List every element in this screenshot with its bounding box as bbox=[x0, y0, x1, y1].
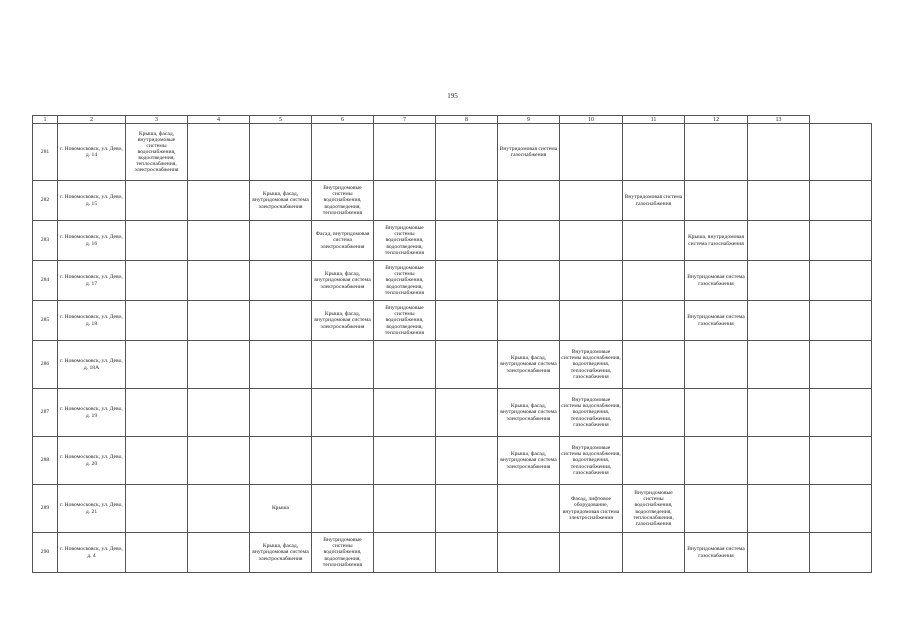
work-cell bbox=[623, 341, 685, 389]
work-cell bbox=[748, 124, 810, 181]
work-cell bbox=[126, 181, 188, 221]
work-cell bbox=[810, 221, 872, 261]
work-cell bbox=[250, 437, 312, 485]
work-cell bbox=[748, 437, 810, 485]
row-number: 281 bbox=[33, 124, 58, 181]
work-cell: Крыша, внутридомовая система газоснабжения bbox=[685, 221, 748, 261]
work-cell: Внутридомовые системы водоснабжения, водоотведения, теплоснабжения bbox=[312, 181, 374, 221]
work-cell bbox=[810, 389, 872, 437]
work-cell: Крыша, фасад, внутридомовая система электроснабжения bbox=[312, 301, 374, 341]
row-number: 290 bbox=[33, 533, 58, 573]
work-cell: Внутридомовые системы водоснабжения, водоотведения, теплоснабжения, газоснабжения bbox=[560, 341, 623, 389]
work-cell bbox=[188, 301, 250, 341]
work-cell bbox=[250, 124, 312, 181]
work-cell bbox=[810, 124, 872, 181]
address-cell: г. Новомосковск, ул. Дево, д. 20 bbox=[58, 437, 126, 485]
work-cell bbox=[312, 341, 374, 389]
work-cell bbox=[810, 301, 872, 341]
address-cell: г. Новомосковск, ул. Дево, д. 17 bbox=[58, 261, 126, 301]
work-cell bbox=[374, 389, 436, 437]
work-cell bbox=[748, 389, 810, 437]
work-cell bbox=[498, 533, 560, 573]
column-header: 9 bbox=[498, 116, 560, 124]
work-cell bbox=[560, 181, 623, 221]
work-cell: Крыша bbox=[250, 485, 312, 533]
work-cell: Крыша, фасад, внутридомовая система электроснабжения bbox=[250, 181, 312, 221]
work-cell bbox=[560, 533, 623, 573]
work-cell: Внутридомовая система газоснабжения bbox=[685, 261, 748, 301]
capital-repair-schedule-table bbox=[32, 115, 872, 573]
column-header: 7 bbox=[374, 116, 436, 124]
column-header: 2 bbox=[58, 116, 126, 124]
work-cell bbox=[623, 261, 685, 301]
row-number: 284 bbox=[33, 261, 58, 301]
work-cell bbox=[436, 124, 498, 181]
work-cell bbox=[250, 301, 312, 341]
address-cell: г. Новомосковск, ул. Дево, д. 15 bbox=[58, 181, 126, 221]
work-cell bbox=[436, 437, 498, 485]
work-cell bbox=[436, 221, 498, 261]
work-cell bbox=[188, 221, 250, 261]
table-row bbox=[33, 485, 872, 533]
work-cell bbox=[623, 389, 685, 437]
work-cell bbox=[560, 261, 623, 301]
work-cell bbox=[188, 261, 250, 301]
work-cell: Крыша, фасад, внутридомовая система электроснабжения bbox=[312, 261, 374, 301]
work-cell: Внутридомовые системы водоснабжения, водоотведения, теплоснабжения bbox=[312, 533, 374, 573]
work-cell bbox=[748, 485, 810, 533]
address-cell: г. Новомосковск, ул. Дево, д. 18А bbox=[58, 341, 126, 389]
work-cell bbox=[685, 341, 748, 389]
work-cell bbox=[810, 437, 872, 485]
column-header: 13 bbox=[748, 116, 810, 124]
work-cell: Внутридомовая система газоснабжения bbox=[623, 181, 685, 221]
work-cell bbox=[748, 301, 810, 341]
work-cell bbox=[188, 485, 250, 533]
address-cell: г. Новомосковск, ул. Дево, д. 4 bbox=[58, 533, 126, 573]
row-number: 288 bbox=[33, 437, 58, 485]
work-cell bbox=[312, 124, 374, 181]
work-cell bbox=[560, 301, 623, 341]
work-cell bbox=[436, 533, 498, 573]
row-number: 283 bbox=[33, 221, 58, 261]
work-cell: Крыша, фасад, внутридомовые системы водоснабжения, водоотведения, теплоснабжения, электроснабжения bbox=[126, 124, 188, 181]
row-number: 289 bbox=[33, 485, 58, 533]
work-cell bbox=[188, 341, 250, 389]
address-cell: г. Новомосковск, ул. Дево, д. 14 bbox=[58, 124, 126, 181]
work-cell bbox=[312, 485, 374, 533]
work-cell bbox=[498, 485, 560, 533]
address-cell: г. Новомосковск, ул. Дево, д. 16 bbox=[58, 221, 126, 261]
table-row bbox=[33, 389, 872, 437]
work-cell bbox=[126, 301, 188, 341]
work-cell: Крыша, фасад, внутридомовая система электроснабжения bbox=[498, 341, 560, 389]
column-header: 5 bbox=[250, 116, 312, 124]
work-cell bbox=[374, 181, 436, 221]
work-cell bbox=[560, 221, 623, 261]
address-cell: г. Новомосковск, ул. Дево, д. 21 bbox=[58, 485, 126, 533]
work-cell: Внутридомовые системы водоснабжения, водоотведения, теплоснабжения, газоснабжения bbox=[623, 485, 685, 533]
work-cell: Внутридомовые системы водоснабжения, водоотведения, теплоснабжения, газоснабжения bbox=[560, 389, 623, 437]
table-row bbox=[33, 181, 872, 221]
work-cell bbox=[810, 485, 872, 533]
page-number: 195 bbox=[447, 92, 458, 100]
work-cell: Крыша, фасад, внутридомовая система электроснабжения bbox=[498, 437, 560, 485]
work-cell bbox=[436, 261, 498, 301]
work-cell bbox=[188, 389, 250, 437]
work-cell bbox=[685, 124, 748, 181]
work-cell bbox=[436, 301, 498, 341]
work-cell: Фасад, лифтовое оборудование, внутридомовая система электроснабжения bbox=[560, 485, 623, 533]
work-cell bbox=[250, 221, 312, 261]
work-cell bbox=[126, 341, 188, 389]
work-cell bbox=[623, 124, 685, 181]
row-number: 282 bbox=[33, 181, 58, 221]
work-cell bbox=[685, 437, 748, 485]
table-row bbox=[33, 341, 872, 389]
work-cell bbox=[810, 261, 872, 301]
work-cell bbox=[748, 533, 810, 573]
work-cell bbox=[623, 301, 685, 341]
work-cell bbox=[188, 437, 250, 485]
work-cell bbox=[374, 124, 436, 181]
column-header: 11 bbox=[623, 116, 685, 124]
work-cell bbox=[126, 221, 188, 261]
work-cell bbox=[126, 485, 188, 533]
work-cell bbox=[810, 341, 872, 389]
row-number: 286 bbox=[33, 341, 58, 389]
column-header: 10 bbox=[560, 116, 623, 124]
work-cell bbox=[126, 533, 188, 573]
work-cell bbox=[623, 221, 685, 261]
work-cell bbox=[685, 389, 748, 437]
work-cell bbox=[498, 181, 560, 221]
work-cell bbox=[498, 261, 560, 301]
work-cell bbox=[374, 341, 436, 389]
work-cell bbox=[810, 533, 872, 573]
work-cell bbox=[498, 221, 560, 261]
column-header: 12 bbox=[685, 116, 748, 124]
work-cell bbox=[250, 261, 312, 301]
work-cell bbox=[312, 437, 374, 485]
work-cell bbox=[560, 124, 623, 181]
work-cell bbox=[188, 533, 250, 573]
work-cell: Внутридомовые системы водоснабжения, водоотведения, теплоснабжения bbox=[374, 261, 436, 301]
work-cell bbox=[436, 341, 498, 389]
work-cell: Внутридомовая система газоснабжения bbox=[685, 533, 748, 573]
work-cell: Внутридомовые системы водоснабжения, водоотведения, теплоснабжения bbox=[374, 301, 436, 341]
work-cell bbox=[312, 389, 374, 437]
work-cell bbox=[498, 301, 560, 341]
work-cell: Внутридомовая система газоснабжения bbox=[498, 124, 560, 181]
work-cell: Внутридомовые системы водоснабжения, водоотведения, теплоснабжения bbox=[374, 221, 436, 261]
address-cell: г. Новомосковск, ул. Дево, д. 18 bbox=[58, 301, 126, 341]
column-header: 1 bbox=[33, 116, 58, 124]
work-cell bbox=[374, 485, 436, 533]
work-cell bbox=[748, 221, 810, 261]
work-cell: Внутридомовая система газоснабжения bbox=[685, 301, 748, 341]
work-cell: Фасад, внутридомовая система электроснабжения bbox=[312, 221, 374, 261]
table-row bbox=[33, 261, 872, 301]
table-row bbox=[33, 124, 872, 181]
work-cell bbox=[126, 389, 188, 437]
column-header: 4 bbox=[188, 116, 250, 124]
work-cell bbox=[436, 181, 498, 221]
work-cell bbox=[250, 341, 312, 389]
table-row bbox=[33, 221, 872, 261]
work-cell: Крыша, фасад, внутридомовая система электроснабжения bbox=[250, 533, 312, 573]
table-row bbox=[33, 437, 872, 485]
work-cell: Крыша, фасад, внутридомовая система электроснабжения bbox=[498, 389, 560, 437]
work-cell bbox=[436, 485, 498, 533]
work-cell bbox=[436, 389, 498, 437]
column-header: 6 bbox=[312, 116, 374, 124]
row-number: 287 bbox=[33, 389, 58, 437]
work-cell bbox=[188, 124, 250, 181]
column-header: 8 bbox=[436, 116, 498, 124]
work-cell: Внутридомовые системы водоснабжения, водоотведения, теплоснабжения, газоснабжения bbox=[560, 437, 623, 485]
work-cell bbox=[623, 533, 685, 573]
work-cell bbox=[685, 181, 748, 221]
work-cell bbox=[188, 181, 250, 221]
work-cell bbox=[623, 437, 685, 485]
work-cell bbox=[374, 533, 436, 573]
work-cell bbox=[810, 181, 872, 221]
work-cell bbox=[748, 261, 810, 301]
column-header: 3 bbox=[126, 116, 188, 124]
table-row bbox=[33, 301, 872, 341]
header-row bbox=[33, 116, 872, 124]
work-cell bbox=[250, 389, 312, 437]
work-cell bbox=[374, 437, 436, 485]
table-row bbox=[33, 533, 872, 573]
work-cell bbox=[685, 485, 748, 533]
work-cell bbox=[126, 261, 188, 301]
row-number: 285 bbox=[33, 301, 58, 341]
work-cell bbox=[748, 181, 810, 221]
work-cell bbox=[126, 437, 188, 485]
address-cell: г. Новомосковск, ул. Дево, д. 19 bbox=[58, 389, 126, 437]
work-cell bbox=[748, 341, 810, 389]
